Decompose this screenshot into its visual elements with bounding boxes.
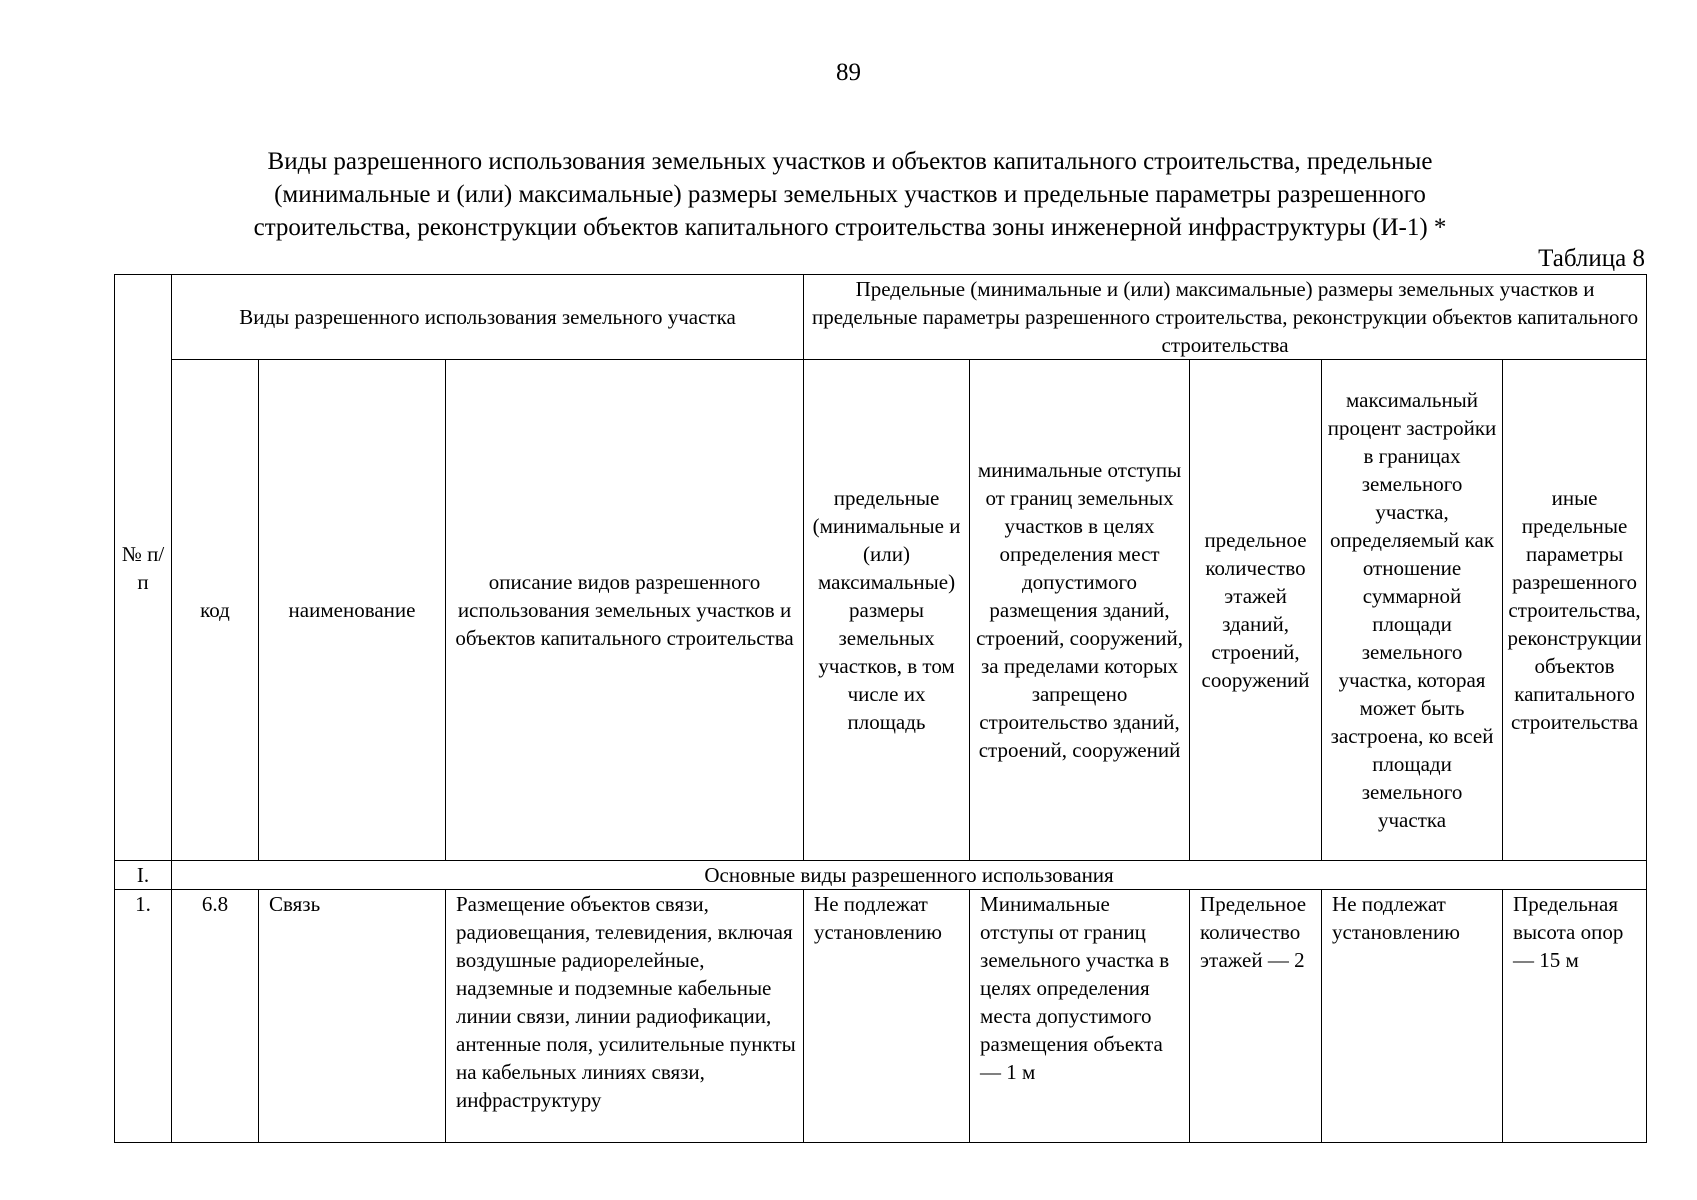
zoning-table bbox=[114, 274, 1647, 1143]
row-setbacks: Минимальные отступы от границ земельного участка в целях определения места допустимого размещения объекта — 1 м bbox=[970, 890, 1190, 1143]
title-line-3: строительства, реконструкции объектов капитального строительства зоны инженерной инфраструктуры (И-1) * bbox=[253, 214, 1447, 241]
header-name: наименование bbox=[259, 360, 446, 861]
row-coverage: Не подлежат установлению bbox=[1322, 890, 1503, 1143]
document-title bbox=[110, 145, 1590, 244]
section-row bbox=[115, 861, 1647, 890]
row-floors: Предельное количество этажей — 2 bbox=[1190, 890, 1322, 1143]
row-num: 1. bbox=[115, 890, 172, 1143]
header-plot-sizes: предельные (минимальные и (или) максимальные) размеры земельных участков, в том числе их площадь bbox=[804, 360, 970, 861]
row-code: 6.8 bbox=[172, 890, 259, 1143]
header-code: код bbox=[172, 360, 259, 861]
row-plot-sizes: Не подлежат установлению bbox=[804, 890, 970, 1143]
table-label: Таблица 8 bbox=[1538, 245, 1645, 272]
row-name: Связь bbox=[259, 890, 446, 1143]
header-coverage: максимальный процент застройки в границах земельного участка, определяемый как отношение суммарной площади земельного участка, которая может быть застроена, ко всей площади земельного участка bbox=[1322, 360, 1503, 861]
row-other: Предельная высота опор — 15 м bbox=[1503, 890, 1647, 1143]
header-description: описание видов разрешенного использования земельных участков и объектов капитального строительства bbox=[446, 360, 804, 861]
page-number: 89 bbox=[836, 59, 861, 86]
header-group-use: Виды разрешенного использования земельного участка bbox=[172, 275, 804, 360]
header-group-limits: Предельные (минимальные и (или) максимальные) размеры земельных участков и предельные параметры разрешенного строительства, реконструкции объектов капитального строительства bbox=[804, 275, 1647, 360]
header-num: № п/п bbox=[115, 275, 172, 861]
header-setbacks: минимальные отступы от границ земельных участков в целях определения мест допустимого размещения зданий, строений, сооружений, за пределами которых запрещено строительство зданий, строений, сооружений bbox=[970, 360, 1190, 861]
section-title: Основные виды разрешенного использования bbox=[172, 861, 1647, 890]
header-row-2 bbox=[115, 360, 1647, 861]
header-other: иные предельные параметры разрешенного строительства, реконструкции объектов капитального строительства bbox=[1503, 360, 1647, 861]
header-floors: предельное количество этажей зданий, строений, сооружений bbox=[1190, 360, 1322, 861]
header-row-1 bbox=[115, 275, 1647, 360]
title-line-1: Виды разрешенного использования земельных участков и объектов капитального строительства, предельные bbox=[267, 148, 1433, 175]
title-line-2: (минимальные и (или) максимальные) размеры земельных участков и предельные параметры разрешенного bbox=[274, 181, 1426, 208]
row-description: Размещение объектов связи, радиовещания, телевидения, включая воздушные радиорелейные, надземные и подземные кабельные линии связи, линии радиофикации, антенные поля, усилительные пункты на кабельных линиях связи, инфраструктуру bbox=[446, 890, 804, 1143]
section-num: I. bbox=[115, 861, 172, 890]
table-row bbox=[115, 890, 1647, 1143]
